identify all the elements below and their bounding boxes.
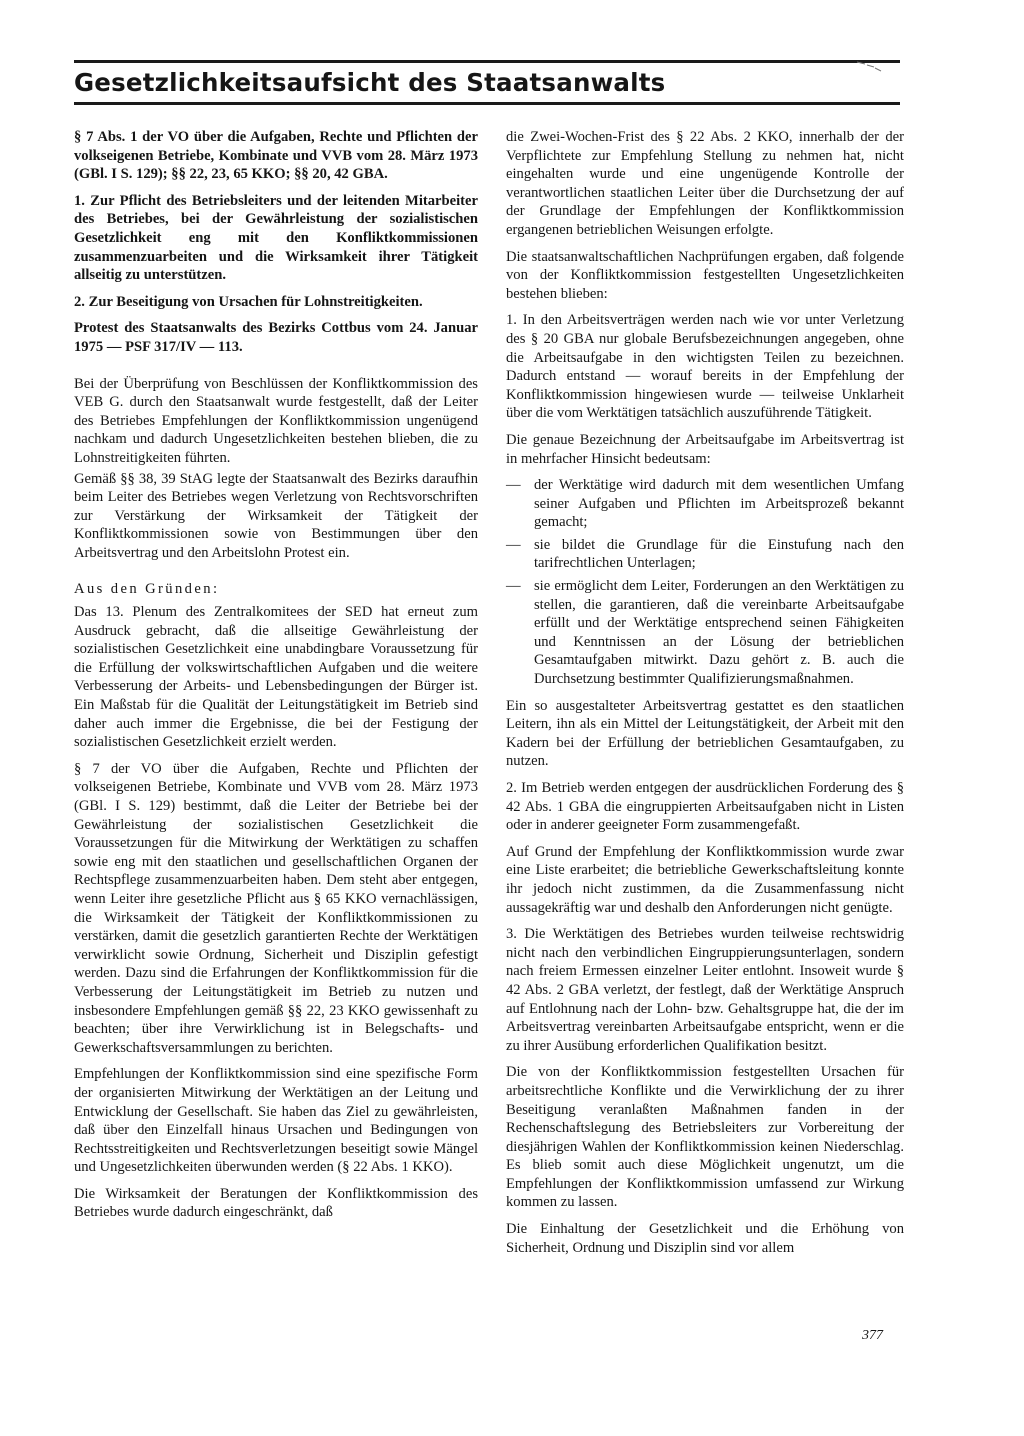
spacer — [74, 570, 478, 580]
top-rule — [74, 60, 900, 63]
paragraph: Ein so ausgestalteter Arbeitsvertrag gestattet es den staatlichen Leitern, ihn als ein Mittel der Leitungstätigkeit, der Arbeit mit den Kadern bei der Erfüllung der betrieblichen Gesamtaufgaben, zu nutzen. — [506, 697, 904, 770]
list-item — [506, 476, 904, 532]
paragraph: 1. In den Arbeitsverträgen werden nach wie vor unter Verletzung des § 20 GBA nur globale Berufsbezeichnungen angegeben, ohne die Arbeitsaufgabe in den wichtigsten Teilen zu bezeichnen. Dadurch entstand — worauf bereits in der Empfehlung der Konfliktkommission hingewiesen wurde — teilweise Unklarheit über die vom Werktätigen tatsächlich auszuführende Tätigkeit. — [506, 312, 904, 422]
paragraph: Die Wirksamkeit der Beratungen der Konfliktkommission des Betriebes wurde dadurch eingeschränkt, daß — [74, 1185, 478, 1221]
paragraph: 2. Im Betrieb werden entgegen der ausdrücklichen Forderung des § 42 Abs. 1 GBA die eingruppierten Arbeitsaufgaben nicht in Listen oder in anderer geeigneter Form zusammengefaßt. — [506, 780, 904, 834]
headnote-2: 2. Zur Beseitigung von Ursachen für Lohnstreitigkeiten. — [74, 293, 423, 310]
list-item-text: der Werktätige wird dadurch mit dem wesentlichen Umfang seiner Aufgaben und Pflichten im Arbeitsprozeß bekannt gemacht; — [534, 477, 904, 531]
paragraph: Die staatsanwaltschaftlichen Nachprüfungen ergaben, daß folgende von der Konfliktkommission festgestellten Ungesetzlichkeiten bestehen blieben: — [506, 248, 904, 302]
list-item-text: sie bildet die Grundlage für die Einstufung nach den tarifrechtlichen Unterlagen; — [534, 536, 904, 572]
list-item-text: sie ermöglicht dem Leiter, Forderungen an den Werktätigen zu stellen, die garantieren, daß die vereinbarte Arbeitsaufgabe erfüllt und der Werktätige entsprechend seinen Fähigkeiten und Kenntnissen an der Lösung der betrieblichen Gesamtaufgaben mitwirkt. Dazu gehört z. B. auch die Durchsetzung bestimmter Qualifizierungsmaßnahmen. — [534, 578, 904, 688]
spacer — [74, 365, 478, 375]
article-title: Gesetzlichkeitsaufsicht des Staatsanwalts — [74, 68, 666, 97]
paragraph: Gemäß §§ 38, 39 StAG legte der Staatsanwalt des Bezirks daraufhin beim Leiter des Betriebes wegen Verletzung von Rechtsvorschriften zur Verstärkung der Wirksamkeit der Tätigkeit der Konfliktkommissionen sowie von Bestimmungen über den Arbeitsvertrag und den Arbeitslohn Protest ein. — [74, 470, 478, 561]
right-column — [506, 128, 904, 1265]
paragraph: Auf Grund der Empfehlung der Konfliktkommission wurde zwar eine Liste erarbeitet; die betriebliche Gewerkschaftsleitung konnte ihr jedoch nicht zustimmen, da die Zusammenfassung nicht aussagekräftig war und deshalb den Anforderungen nicht genügte. — [506, 843, 904, 916]
requirements-list — [506, 476, 904, 689]
legal-reference: § 7 Abs. 1 der VO über die Aufgaben, Rechte und Pflichten der volkseigenen Betriebe, Kombinate und VVB vom 28. März 1973 (GBl. I S. 129); §§ 22, 23, 65 KKO; §§ 20, 42 GBA. — [74, 129, 478, 183]
page-number: 377 — [862, 1328, 883, 1343]
paragraph: die Zwei-Wochen-Frist des § 22 Abs. 2 KKO, innerhalb der der Verpflichtete zur Empfehlung Stellung zu nehmen hat, nicht eingehalten wurde und eine ungenügende Kontrolle der verantwortlichen staatlichen Leiter über die Durchsetzung der auf der Grundlage der Empfehlungen der Konfliktkommission ergangenen betrieblichen Weisungen erfolgte. — [506, 129, 904, 238]
paragraph: 3. Die Werktätigen des Betriebes wurden teilweise rechtswidrig nicht nach den verbindlichen Eingruppierungsunterlagen, sondern nach freiem Ermessen einzelner Leiter entlohnt. Insoweit wurde § 42 Abs. 2 GBA verletzt, der festlegt, daß der Werktätige Anspruch auf Entlohnung nach der Lohn- bzw. Gehaltsgruppe hat, die der im Arbeitsvertrag vereinbarten Arbeitsaufgabe entspricht, wenn er die zu ihrer Ausübung erforderlichen Qualifikation besitzt. — [506, 926, 904, 1054]
dash-marker: — — [506, 477, 521, 494]
list-item — [506, 536, 904, 573]
paragraph: § 7 der VO über die Aufgaben, Rechte und Pflichten der volkseigenen Betriebe, Kombinate und VVB vom 28. März 1973 (GBl. I S. 129) bestimmt, daß die Leiter der Betriebe bei der Gewährleistung der sozialistischen Gesetzlichkeit die Voraussetzungen für die Mitwirkung der Werktätigen zu schaffen sowie eng mit den staatlichen und gesellschaftlichen Organen der Rechtspflege zusammenzuarbeiten haben. Dem steht aber entgegen, wenn Leiter ihre gesetzliche Pflicht aus § 65 KKO vernachlässigen, die Wirksamkeit der Tätigkeit der Konfliktkommissionen zu verstärken, damit die gesetzlich garantierten Rechte der Werktätigen verwirklicht sowie Ordnung, Sicherheit und Disziplin gefestigt werden. Dazu sind die Erfahrungen der Konfliktkommission für die Verbesserung der Leitungstätigkeit im Betrieb zu nutzen und insbesondere Empfehlungen gemäß §§ 22, 23 KKO gewissenhaft zu beachten; über ihre Verwirklichung ist in Belegschafts- und Gewerkschaftsversammlungen zu berichten. — [74, 760, 478, 1056]
paragraph: Die Einhaltung der Gesetzlichkeit und die Erhöhung von Sicherheit, Ordnung und Disziplin sind vor allem — [506, 1221, 904, 1256]
scan-mark-icon — [856, 60, 882, 72]
paragraph: Die genaue Bezeichnung der Arbeitsaufgabe im Arbeitsvertrag ist in mehrfacher Hinsicht bedeutsam: — [506, 431, 904, 467]
paragraph: Empfehlungen der Konfliktkommission sind eine spezifische Form der organisierten Mitwirkung der Werktätigen an der Leitung und Entwicklung der Gesellschaft. Sie haben das Ziel zu gewährleisten, daß über den Einzelfall hinaus Ursachen und Bedingungen von Rechtsstreitigkeiten und Rechtsverletzungen beseitigt sowie Mängel und Ungesetzlichkeiten überwunden werden (§ 22 Abs. 1 KKO). — [74, 1066, 478, 1176]
paragraph: Das 13. Plenum des Zentralkomitees der SED hat erneut zum Ausdruck gebracht, daß die allseitige Gewährleistung der sozialistischen Gesetzlichkeit eine unabdingbare Voraussetzung für die Erfüllung der volkswirtschaftlichen Aufgaben und die weitere Verbesserung der Arbeits- und Lebensbedingungen der Bürger ist. Ein Maßstab für die Qualität der Leitungstätigkeit im Betrieb sind daher auch immer die Ergebnisse, die bei der Festigung der sozialistischen Gesetzlichkeit erzielt werden. — [74, 604, 478, 751]
headnote-1: 1. Zur Pflicht des Betriebsleiters und der leitenden Mitarbeiter des Betriebes, bei der Gewährleistung der sozialistischen Gesetzlichkeit eng mit den Konfliktkommissionen zusammenzuarbeiten und die Wirksamkeit ihrer Tätigkeit allseitig zu unterstützen. — [74, 192, 478, 284]
dash-marker: — — [506, 536, 521, 553]
list-item — [506, 577, 904, 689]
reasons-heading: Aus den Gründen: — [74, 581, 220, 598]
protest-reference: Protest des Staatsanwalts des Bezirks Cottbus vom 24. Januar 1975 — PSF 317/IV — 113. — [74, 320, 478, 355]
paragraph: Die von der Konfliktkommission festgestellten Ursachen für arbeitsrechtliche Konflikte und die Verwirklichung der zu ihrer Beseitigung veranlaßten Maßnahmen fanden in der Rechenschaftslegung des Betriebsleiters zur Vorbereitung der diesjährigen Wahlen der Konfliktkommission keinen Niederschlag. Es blieb somit auch diese Möglichkeit ungenutzt, um die Empfehlungen der Konfliktkommission umfassend zur Wirkung kommen zu lassen. — [506, 1064, 904, 1211]
left-column — [74, 128, 478, 1230]
paragraph: Bei der Überprüfung von Beschlüssen der Konfliktkommission des VEB G. durch den Staatsanwalt wurde festgestellt, daß der Leiter des Betriebes Empfehlungen der Konfliktkommission ungenügend nachkam und dadurch Ungesetzlichkeiten bestehen blieben, die zu Lohnstreitigkeiten führten. — [74, 375, 478, 466]
dash-marker: — — [506, 578, 521, 595]
bottom-rule — [74, 102, 900, 105]
